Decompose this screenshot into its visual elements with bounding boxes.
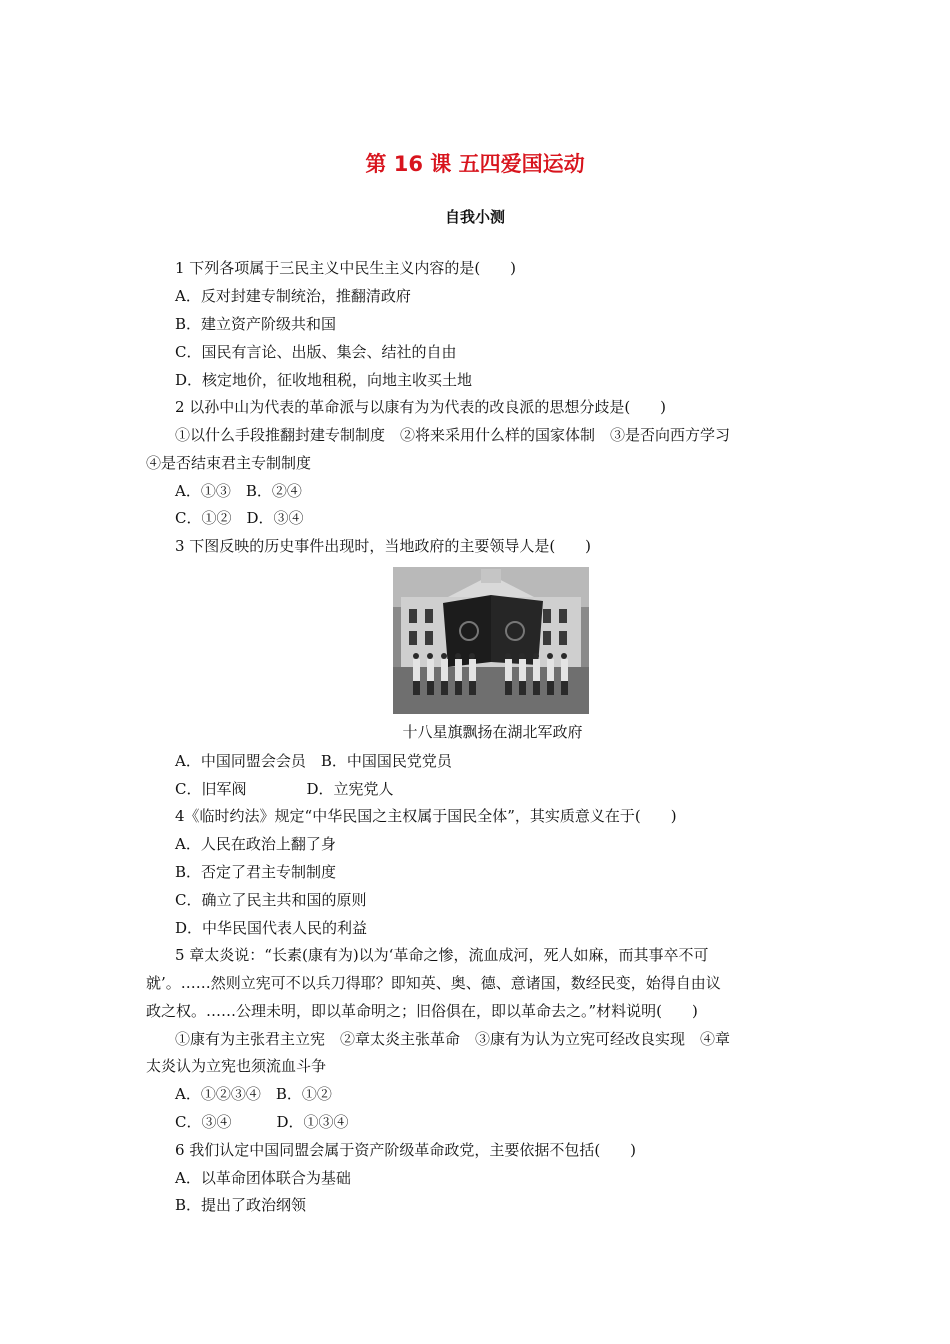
text-line: A．①③ B．②④ <box>175 482 302 500</box>
text-line: 5 章太炎说：“长素(康有为)以为‘革命之惨，流血成河，死人如麻，而其事卒不可 <box>175 946 709 964</box>
text-line: B．提出了政治纲领 <box>175 1196 307 1214</box>
text-line: D．核定地价，征收地租税，向地主收买土地 <box>175 371 473 389</box>
text-line: 2 以孙中山为代表的革命派与以康有为为代表的改良派的思想分歧是( ) <box>175 398 667 416</box>
text-line: A．中国同盟会会员 B．中国国民党党员 <box>175 752 452 770</box>
text-line: A．人民在政治上翻了身 <box>175 835 336 853</box>
text-line: 3 下图反映的历史事件出现时，当地政府的主要领导人是( ) <box>175 537 592 555</box>
text-line: A．反对封建专制统治，推翻清政府 <box>175 287 411 305</box>
page-title: 第 16 课 五四爱国运动 <box>365 152 585 176</box>
text-line: ①以什么手段推翻封建专制制度 ②将来采用什么样的国家体制 ③是否向西方学习 <box>175 426 731 444</box>
text-line: C．国民有言论、出版、集会、结社的自由 <box>175 343 457 361</box>
text-line: A．①②③④ B．①② <box>175 1085 332 1103</box>
text-line: ④是否结束君主专制制度 <box>146 454 312 472</box>
text-line: 就’。……然则立宪可不以兵刀得耶？即知英、奥、德、意诸国，数经民变，始得自由议 <box>146 974 721 992</box>
text-line: C．①② D．③④ <box>175 509 304 527</box>
historical-photo <box>393 567 589 714</box>
text-line: C．确立了民主共和国的原则 <box>175 891 367 909</box>
text-line: B．建立资产阶级共和国 <box>175 315 337 333</box>
text-line: ①康有为主张君主立宪 ②章太炎主张革命 ③康有为认为立宪可经改良实现 ④章 <box>175 1030 731 1048</box>
photo-illustration <box>393 567 589 714</box>
text-line: 政之权。……公理未明，即以革命明之；旧俗俱在，即以革命去之。”材料说明( ) <box>146 1002 698 1020</box>
text-line: 6 我们认定中国同盟会属于资产阶级革命政党，主要依据不包括( ) <box>175 1141 637 1159</box>
text-line: 1 下列各项属于三民主义中民生主义内容的是( ) <box>175 259 517 277</box>
text-line: 太炎认为立宪也须流血斗争 <box>146 1057 327 1075</box>
text-line: A．以革命团体联合为基础 <box>175 1169 351 1187</box>
text-line: C．旧军阀 D．立宪党人 <box>175 780 394 798</box>
text-line: C．③④ D．①③④ <box>175 1113 349 1131</box>
section-subtitle: 自我小测 <box>444 208 505 226</box>
text-line: B．否定了君主专制制度 <box>175 863 337 881</box>
text-line: D．中华民国代表人民的利益 <box>175 919 368 937</box>
text-line: 4《临时约法》规定“中华民国之主权属于国民全体”，其实质意义在于( ) <box>175 807 677 825</box>
photo-caption: 十八星旗飘扬在湖北军政府 <box>402 723 583 741</box>
